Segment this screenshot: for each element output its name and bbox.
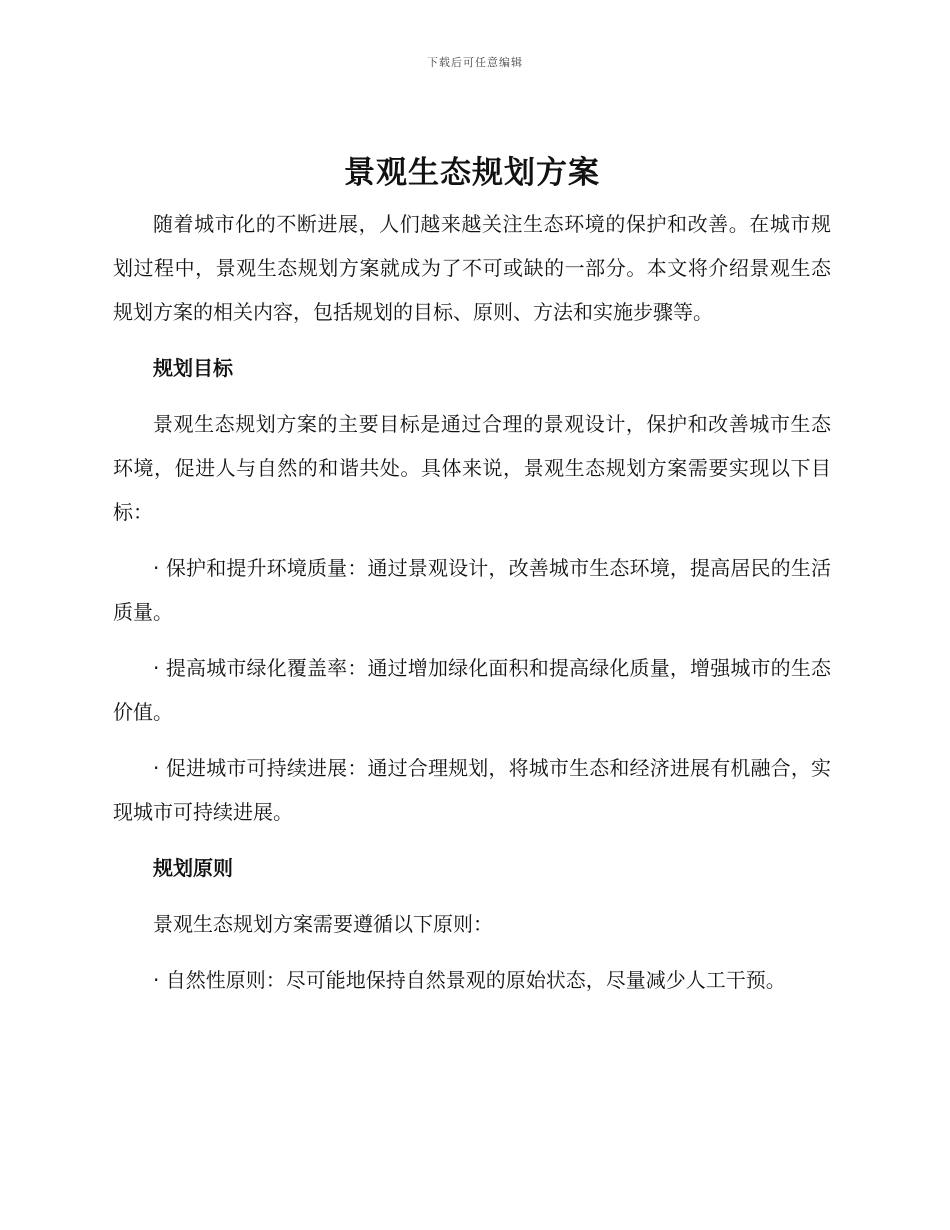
goals-bullet-environment: · 保护和提升环境质量：通过景观设计，改善城市生态环境，提高居民的生活质量。 xyxy=(113,556,831,624)
document-title: 景观生态规划方案 xyxy=(344,155,600,191)
section-heading-principles: 规划原则 xyxy=(153,856,233,880)
page-header-note: 下载后可任意编辑 xyxy=(427,56,523,69)
section-principles xyxy=(113,846,831,1002)
section-heading-goals: 规划目标 xyxy=(153,356,233,380)
goals-bullet-greening: · 提高城市绿化覆盖率：通过增加绿化面积和提高绿化质量，增强城市的生态价值。 xyxy=(113,656,831,724)
principles-bullet-naturalness: · 自然性原则：尽可能地保持自然景观的原始状态，尽量减少人工干预。 xyxy=(153,968,786,992)
section-goals xyxy=(113,346,831,834)
goals-bullet-sustainability: · 促进城市可持续进展：通过合理规划，将城市生态和经济进展有机融合，实现城市可持续进展。 xyxy=(113,756,831,824)
principles-paragraph: 景观生态规划方案需要遵循以下原则： xyxy=(153,912,493,936)
document-body xyxy=(113,148,831,1014)
intro-paragraph: 随着城市化的不断进展，人们越来越关注生态环境的保护和改善。在城市规划过程中，景观生态规划方案就成为了不可或缺的一部分。本文将介绍景观生态规划方案的相关内容，包括规划的目标、原则、方法和实施步骤等。 xyxy=(113,212,831,324)
goals-paragraph: 景观生态规划方案的主要目标是通过合理的景观设计，保护和改善城市生态环境，促进人与自然的和谐共处。具体来说，景观生态规划方案需要实现以下目标： xyxy=(113,412,831,524)
